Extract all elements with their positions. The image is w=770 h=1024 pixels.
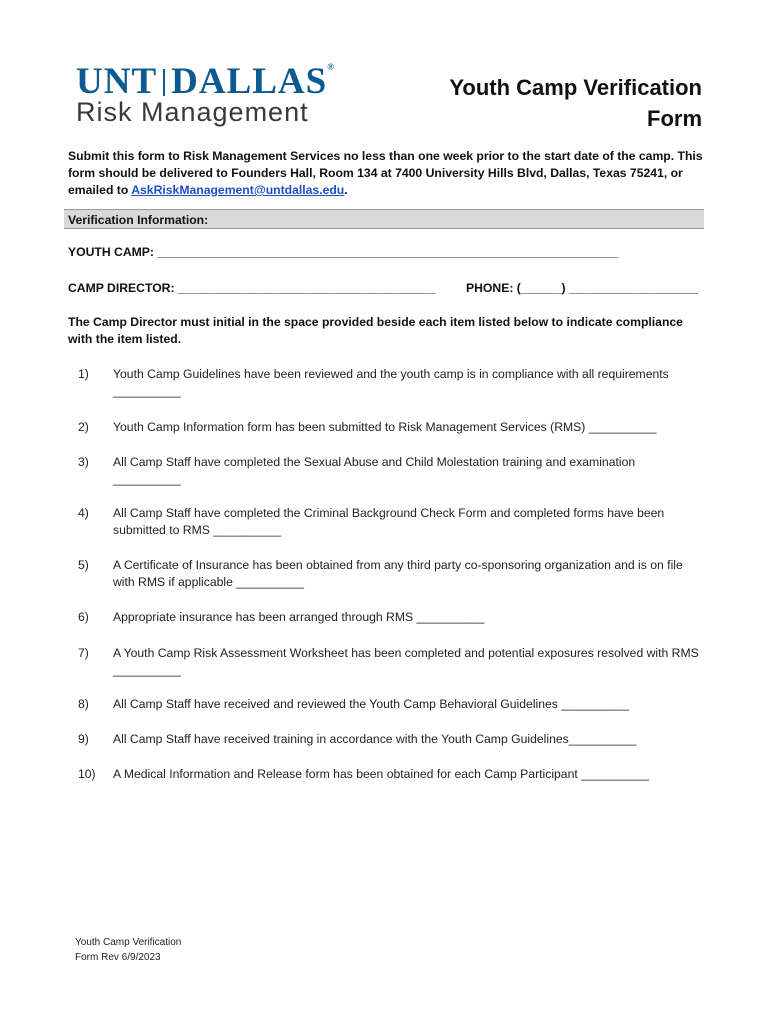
checklist-item-text[interactable]: All Camp Staff have received training in accordance with the Youth Camp Guidelines__________ <box>113 732 637 746</box>
logo-unt: UNT <box>76 61 158 102</box>
youth-camp-field[interactable]: YOUTH CAMP: ____________________________________________________________________ <box>68 245 619 259</box>
checklist-item-text[interactable]: All Camp Staff have received and reviewed the Youth Camp Behavioral Guidelines __________ <box>113 697 630 711</box>
checklist-item-number: 7) <box>78 646 89 660</box>
intro-text-end: . <box>344 183 348 197</box>
form-title-line1: Youth Camp Verification <box>449 75 702 100</box>
checklist-item-number: 6) <box>78 610 89 624</box>
checklist-item-text[interactable]: All Camp Staff have completed the Criminal Background Check Form and completed forms have been submitted to RMS __________ <box>113 506 665 537</box>
checklist-item-text[interactable]: A Medical Information and Release form has been obtained for each Camp Participant __________ <box>113 767 649 781</box>
checklist-item-text[interactable]: Youth Camp Guidelines have been reviewed and the youth camp is in compliance with all requirements __________ <box>113 367 669 398</box>
logo-subtitle: Risk Management <box>76 97 309 127</box>
logo-trademark: ® <box>327 62 335 72</box>
checklist-item-number: 9) <box>78 732 89 746</box>
footer-line2: Form Rev 6/9/2023 <box>75 952 161 963</box>
footer-line1: Youth Camp Verification <box>75 937 182 948</box>
logo-wordmark <box>76 63 335 100</box>
checklist-item-text[interactable]: Youth Camp Information form has been submitted to Risk Management Services (RMS) __________ <box>113 420 657 434</box>
instructions-text: The Camp Director must initial in the space provided beside each item listed below to indicate compliance with the item listed. <box>68 315 683 346</box>
form-title <box>402 72 702 134</box>
checklist-item-text[interactable]: A Certificate of Insurance has been obtained from any third party co-sponsoring organization and is on file with RMS if applicable __________ <box>113 558 683 589</box>
checklist-item-number: 3) <box>78 455 89 469</box>
checklist-item-number: 1) <box>78 367 89 381</box>
logo-dallas: DALLAS <box>171 61 328 102</box>
checklist-item-text[interactable]: Appropriate insurance has been arranged through RMS __________ <box>113 610 485 624</box>
checklist-item-number: 5) <box>78 558 89 572</box>
checklist-item-number: 4) <box>78 506 89 520</box>
checklist-item-text[interactable]: A Youth Camp Risk Assessment Worksheet has been completed and potential exposures resolved with RMS __________ <box>113 646 699 677</box>
email-link[interactable]: AskRiskManagement@untdallas.edu <box>131 183 345 197</box>
checklist-item-text[interactable]: All Camp Staff have completed the Sexual Abuse and Child Molestation training and examination __________ <box>113 455 636 486</box>
camp-director-field[interactable]: CAMP DIRECTOR: ______________________________________ <box>68 281 436 295</box>
checklist-item-number: 10) <box>78 767 96 781</box>
phone-field[interactable]: PHONE: (______) ___________________ <box>466 281 698 295</box>
section-header: Verification Information: <box>64 209 704 229</box>
form-title-line2: Form <box>647 106 702 131</box>
intro-paragraph <box>68 148 708 199</box>
checklist-item-number: 8) <box>78 697 89 711</box>
checklist-item-number: 2) <box>78 420 89 434</box>
logo-divider <box>163 69 165 96</box>
intro-text: Submit this form to Risk Management Services no less than one week prior to the start date of the camp. This form should be delivered to Founders Hall, Room 134 at 7400 University Hills Blvd, Dallas, Texas 75241, or emailed to <box>68 149 703 197</box>
footer <box>75 935 181 965</box>
unt-dallas-logo <box>68 55 368 135</box>
